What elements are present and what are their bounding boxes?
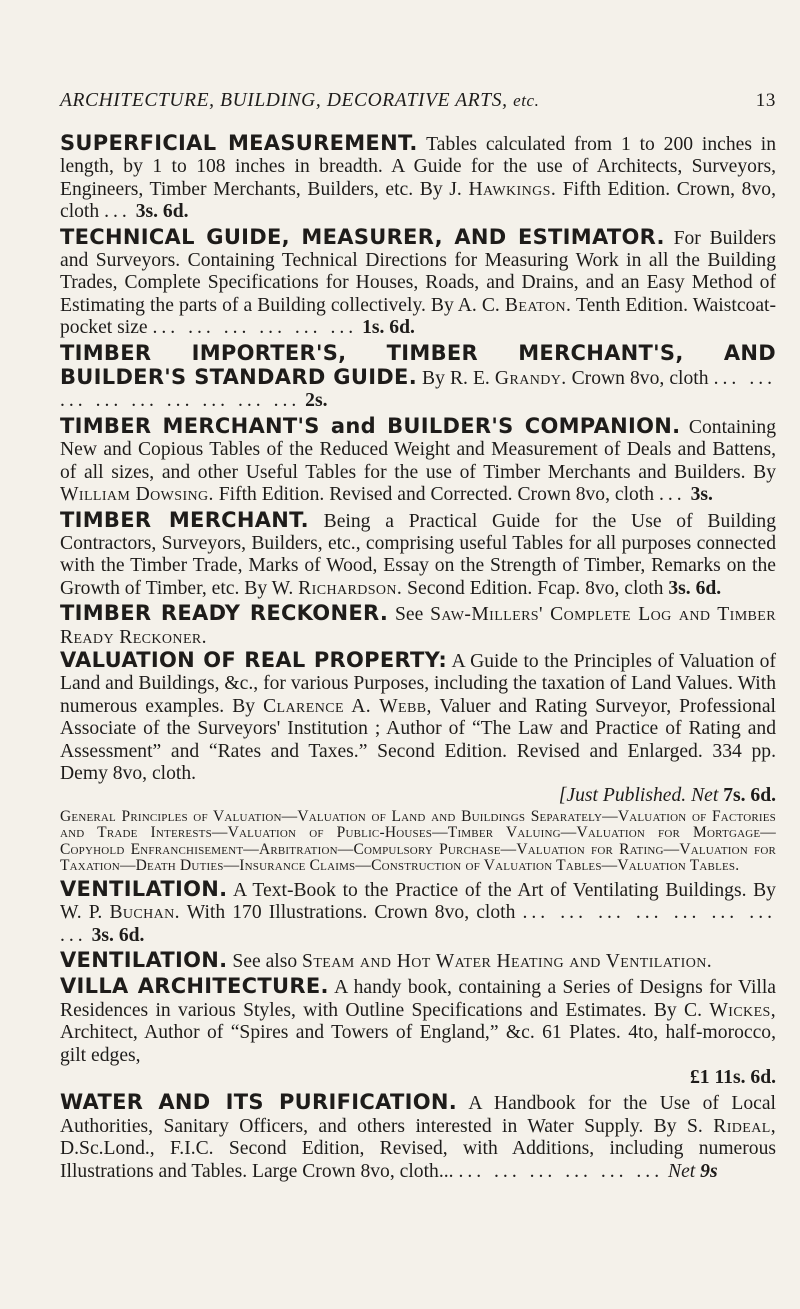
- catalogue-page: [60, 90, 776, 1183]
- entry-price: £1 11s. 6d.: [689, 1067, 776, 1089]
- entry-headword: VILLA ARCHITECTURE.: [60, 974, 329, 999]
- entry-valuation-of-real-property: VALUATION OF REAL PROPERTY: A Guide to the Principles of Valuation of Land and Buildings, &c., for various Purposes, including the taxation of Land Values. With numerous examples. By Clarence A. Webb, Valuer and Rating Surveyor, Professional Associate of the Surveyors' Institution ; Author of “The Law and Practice of Rating and Assessment” and “Rates and Taxes.” Second Edition. Revised and Enlarged. 334 pp. Demy 8vo, cloth. [Just Published. Net 7s. 6d. General Principles of Valuation—Valuation of Land and Buildings Separately—Valuation of Factories and Trade Interests—Valuation of Public-Houses—Timber Valuing—Valuation for Mortgage—Copyhold Enfranchisement—Arbitration—Compulsory Purchase—Valuation for Rating—Valuation for Taxation—Death Duties—Insurance Claims—Construction of Valuation Tables—Valuation Tables.: [60, 647, 776, 875]
- entry-author: Buchan.: [109, 902, 180, 924]
- entry-timber-importers-guide: TIMBER IMPORTER'S, TIMBER MERCHANT'S, AND BUILDER'S STANDARD GUIDE. By R. E. Grandy. Crown 8vo, cloth ... ... ... ... ... ... ... ... ... 2s.: [60, 340, 777, 412]
- entry-price: 1s. 6d.: [362, 317, 415, 339]
- entry-water-purification: WATER AND ITS PURIFICATION. A Handbook for the Use of Local Authorities, Sanitary Officers, and others interested in Water Supply. By S. Rideal, D.Sc.Lond., F.I.C. Second Edition, Revised, with Additions, including numerous Illustrations and Tables. Large Crown 8vo, cloth... ... ... ... ... ... ... Net 9s: [60, 1090, 776, 1182]
- catalogue-entries: [60, 132, 776, 1183]
- entry-author: Wickes,: [709, 999, 776, 1021]
- entry-cross-reference: Saw-Millers' Complete Log and Timber Ready Reckoner.: [60, 604, 776, 648]
- entry-villa-architecture: VILLA ARCHITECTURE. A handy book, containing a Series of Designs for Villa Residences in various Styles, with Outline Specifications and Estimates. By C. Wickes, Architect, Author of “Spires and Towers of England,” &c. 61 Plates. 4to, half-morocco, gilt edges, £1 11s. 6d.: [60, 974, 776, 1089]
- entry-technical-guide: TECHNICAL GUIDE, MEASURER, AND ESTIMATOR. For Builders and Surveyors. Containing Technical Directions for Measuring Work in all the Building Trades, Complete Specifications for Houses, Roads, and Drains, and an Easy Method of Estimating the parts of a Building collectively. By A. C. Beaton. Tenth Edition. Waistcoat-pocket size ... ... ... ... ... ... 1s. 6d.: [60, 224, 776, 339]
- entry-headword: WATER AND ITS PURIFICATION.: [60, 1090, 458, 1115]
- entry-author: Rideal,: [713, 1115, 776, 1137]
- entry-cross-reference: Steam and Hot Water Heating and Ventilation.: [302, 951, 713, 972]
- entry-price: 3s. 6d.: [91, 924, 145, 946]
- entry-headword: VENTILATION.: [60, 876, 228, 901]
- publication-note: [Just Published. Net 7s. 6d.: [558, 785, 776, 807]
- entry-price: 3s.: [690, 484, 713, 506]
- entry-superficial-measurement: SUPERFICIAL MEASUREMENT. Tables calculated from 1 to 200 inches in length, by 1 to 108 inches in breadth. A Guide for the use of Architects, Surveyors, Engineers, Timber Merchants, Builders, etc. By J. Hawkings. Fifth Edition. Crown, 8vo, cloth ... 3s. 6d.: [60, 131, 777, 223]
- entry-headword: VALUATION OF REAL PROPERTY:: [60, 647, 448, 672]
- entry-author: Beaton.: [504, 294, 572, 316]
- entry-headword: TIMBER MERCHANT'S and BUILDER'S COMPANION.: [60, 413, 681, 438]
- entry-author: Hawkings.: [468, 178, 557, 200]
- entry-author: Richardson.: [298, 577, 403, 599]
- entry-headword: TIMBER MERCHANT.: [60, 507, 309, 532]
- entry-timber-merchant: TIMBER MERCHANT. Being a Practical Guide for the Use of Building Contractors, Surveyors, Builders, etc., comprising useful Tables for all purposes connected with the Timber Trade, Marks of Wood, Essay on the Strength of Timber, Remarks on the Growth of Timber, etc. By W. Richardson. Second Edition. Fcap. 8vo, cloth 3s. 6d.: [60, 507, 776, 599]
- entry-headword: SUPERFICIAL MEASUREMENT.: [60, 131, 418, 155]
- entry-price: 9s: [700, 1160, 718, 1182]
- entry-price: 3s. 6d.: [135, 201, 189, 223]
- entry-author: Clarence A. Webb,: [263, 695, 432, 717]
- entry-price: 3s. 6d.: [668, 577, 722, 599]
- entry-price: 7s. 6d.: [723, 785, 776, 807]
- contents-summary: General Principles of Valuation—Valuation of Land and Buildings Separately—Valuation of Factories and Trade Interests—Valuation of Public-Houses—Timber Valuing—Valuation for Mortgage—Copyhold Enfranchisement—Arbitration—Compulsory Purchase—Valuation for Rating—Valuation for Taxation—Death Duties—Insurance Claims—Construction of Valuation Tables—Valuation Tables.: [60, 807, 776, 875]
- entry-headword: TECHNICAL GUIDE, MEASURER, AND ESTIMATOR.: [60, 224, 665, 249]
- page-number: 13: [755, 90, 776, 111]
- entry-timber-ready-reckoner: TIMBER READY RECKONER. See Saw-Millers' Complete Log and Timber Ready Reckoner.: [60, 601, 776, 648]
- entry-price: 2s.: [305, 390, 328, 412]
- entry-timber-merchants-companion: TIMBER MERCHANT'S and BUILDER'S COMPANION. Containing New and Copious Tables of the Reduced Weight and Measurement of Deals and Battens, of all sizes, and other Useful Tables for the use of Timber Merchants and Builders. By William Dowsing. Fifth Edition. Revised and Corrected. Crown 8vo, cloth ... 3s.: [60, 413, 776, 506]
- running-head-title: ARCHITECTURE, BUILDING, DECORATIVE ARTS, etc.: [60, 90, 540, 111]
- entry-ventilation: VENTILATION. A Text-Book to the Practice of the Art of Ventilating Buildings. By W. P. Buchan. With 170 Illustrations. Crown 8vo, cloth ... ... ... ... ... ... ... ... 3s. 6d.: [60, 876, 776, 946]
- entry-author: Grandy.: [494, 368, 567, 390]
- entry-ventilation-see-also: VENTILATION. See also Steam and Hot Water Heating and Ventilation.: [60, 948, 713, 972]
- entry-headword: TIMBER READY RECKONER.: [60, 601, 389, 626]
- entry-author: William Dowsing.: [60, 484, 214, 506]
- entry-headword: TIMBER IMPORTER'S, TIMBER MERCHANT'S, AND BUILDER'S STANDARD GUIDE.: [60, 340, 776, 390]
- running-head: [60, 90, 776, 124]
- entry-headword: VENTILATION.: [60, 948, 228, 972]
